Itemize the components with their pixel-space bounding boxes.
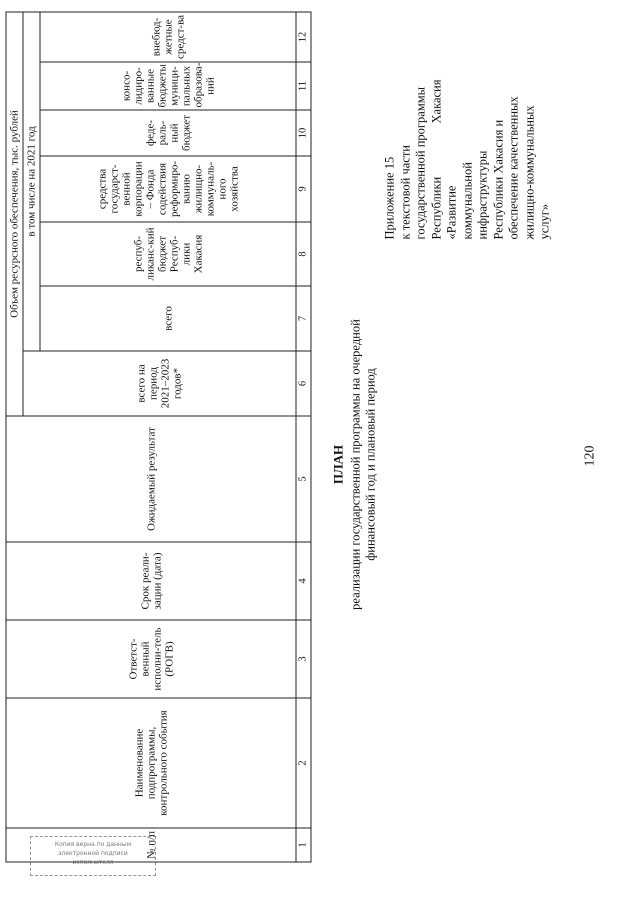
- header-federal-budget: феде-раль-ный бюджет: [40, 110, 296, 156]
- appendix-line: Республики Хакасия и: [491, 119, 505, 240]
- header-deadline: Срок реали-зации (дата): [6, 542, 296, 620]
- header-total: всего: [40, 286, 296, 351]
- header-municipal-budgets: консо-лидиро-ванные бюджеты муници-пальных образова-ний: [40, 62, 296, 110]
- column-number: 5: [296, 416, 311, 542]
- column-number: 4: [296, 542, 311, 620]
- stamp-line: электронной подписи: [58, 850, 128, 857]
- header-republic-budget: респуб-ликанс-кий бюджет Респуб-лики Хакасия: [40, 222, 296, 286]
- appendix-reference: [383, 80, 554, 240]
- column-number: 10: [296, 110, 311, 156]
- rotated-landscape-content: [1, 0, 640, 905]
- column-number: 7: [296, 286, 311, 351]
- appendix-line: государственной программы: [413, 86, 428, 240]
- stamp-line: Копия верна по данным: [54, 841, 132, 848]
- stamp-line: исполнителя: [72, 859, 114, 866]
- column-number: 3: [296, 620, 311, 698]
- header-housing-fund: средства государст-венной корпорации – Фонда содействия реформиро-ванию жилищно-коммуналь-ного хозяйства: [40, 156, 296, 222]
- header-number: № п/п: [6, 828, 296, 862]
- column-number: 2: [296, 698, 311, 828]
- column-number: 1: [296, 828, 311, 862]
- header-expected-result: Ожидаемый результат: [6, 416, 296, 542]
- column-number: 11: [296, 62, 311, 110]
- header-resource-group: Объем ресурсного обеспечения, тыс. рублей: [6, 12, 23, 416]
- column-number: 6: [296, 351, 311, 416]
- appendix-line: обеспечение качественных: [506, 96, 521, 240]
- header-extrabudgetary: внебюд-жетные средст-ва: [40, 12, 296, 62]
- header-executor: Ответст-венный исполни-тель (РОГВ): [6, 620, 296, 698]
- appendix-line: к текстовой части: [398, 145, 412, 240]
- verification-stamp: [30, 836, 156, 876]
- title-heading: ПЛАН: [330, 444, 346, 485]
- column-number: 9: [296, 156, 311, 222]
- title-line-1: реализации государственной программы на очередной: [348, 319, 363, 610]
- column-number: 12: [296, 12, 311, 62]
- column-number-row: [296, 12, 311, 862]
- header-total-period: всего на период 2021–2023 годов*: [23, 351, 296, 416]
- title-line-2: финансовый год и плановый период: [363, 368, 377, 561]
- appendix-line: Республики Хакасия «Развитие: [429, 79, 459, 240]
- document-title: [331, 285, 378, 645]
- appendix-line: Приложение 15: [382, 156, 397, 240]
- header-year-group: в том числе на 2021 год: [23, 12, 40, 351]
- plan-table: [6, 11, 312, 862]
- column-number: 8: [296, 222, 311, 286]
- appendix-line: жилищно-коммунальных услуг»: [522, 105, 552, 240]
- header-name: Наименование подпрограммы, контрольного события: [6, 698, 296, 828]
- page-number: 120: [582, 445, 598, 467]
- appendix-line: коммунальной инфраструктуры: [460, 150, 490, 240]
